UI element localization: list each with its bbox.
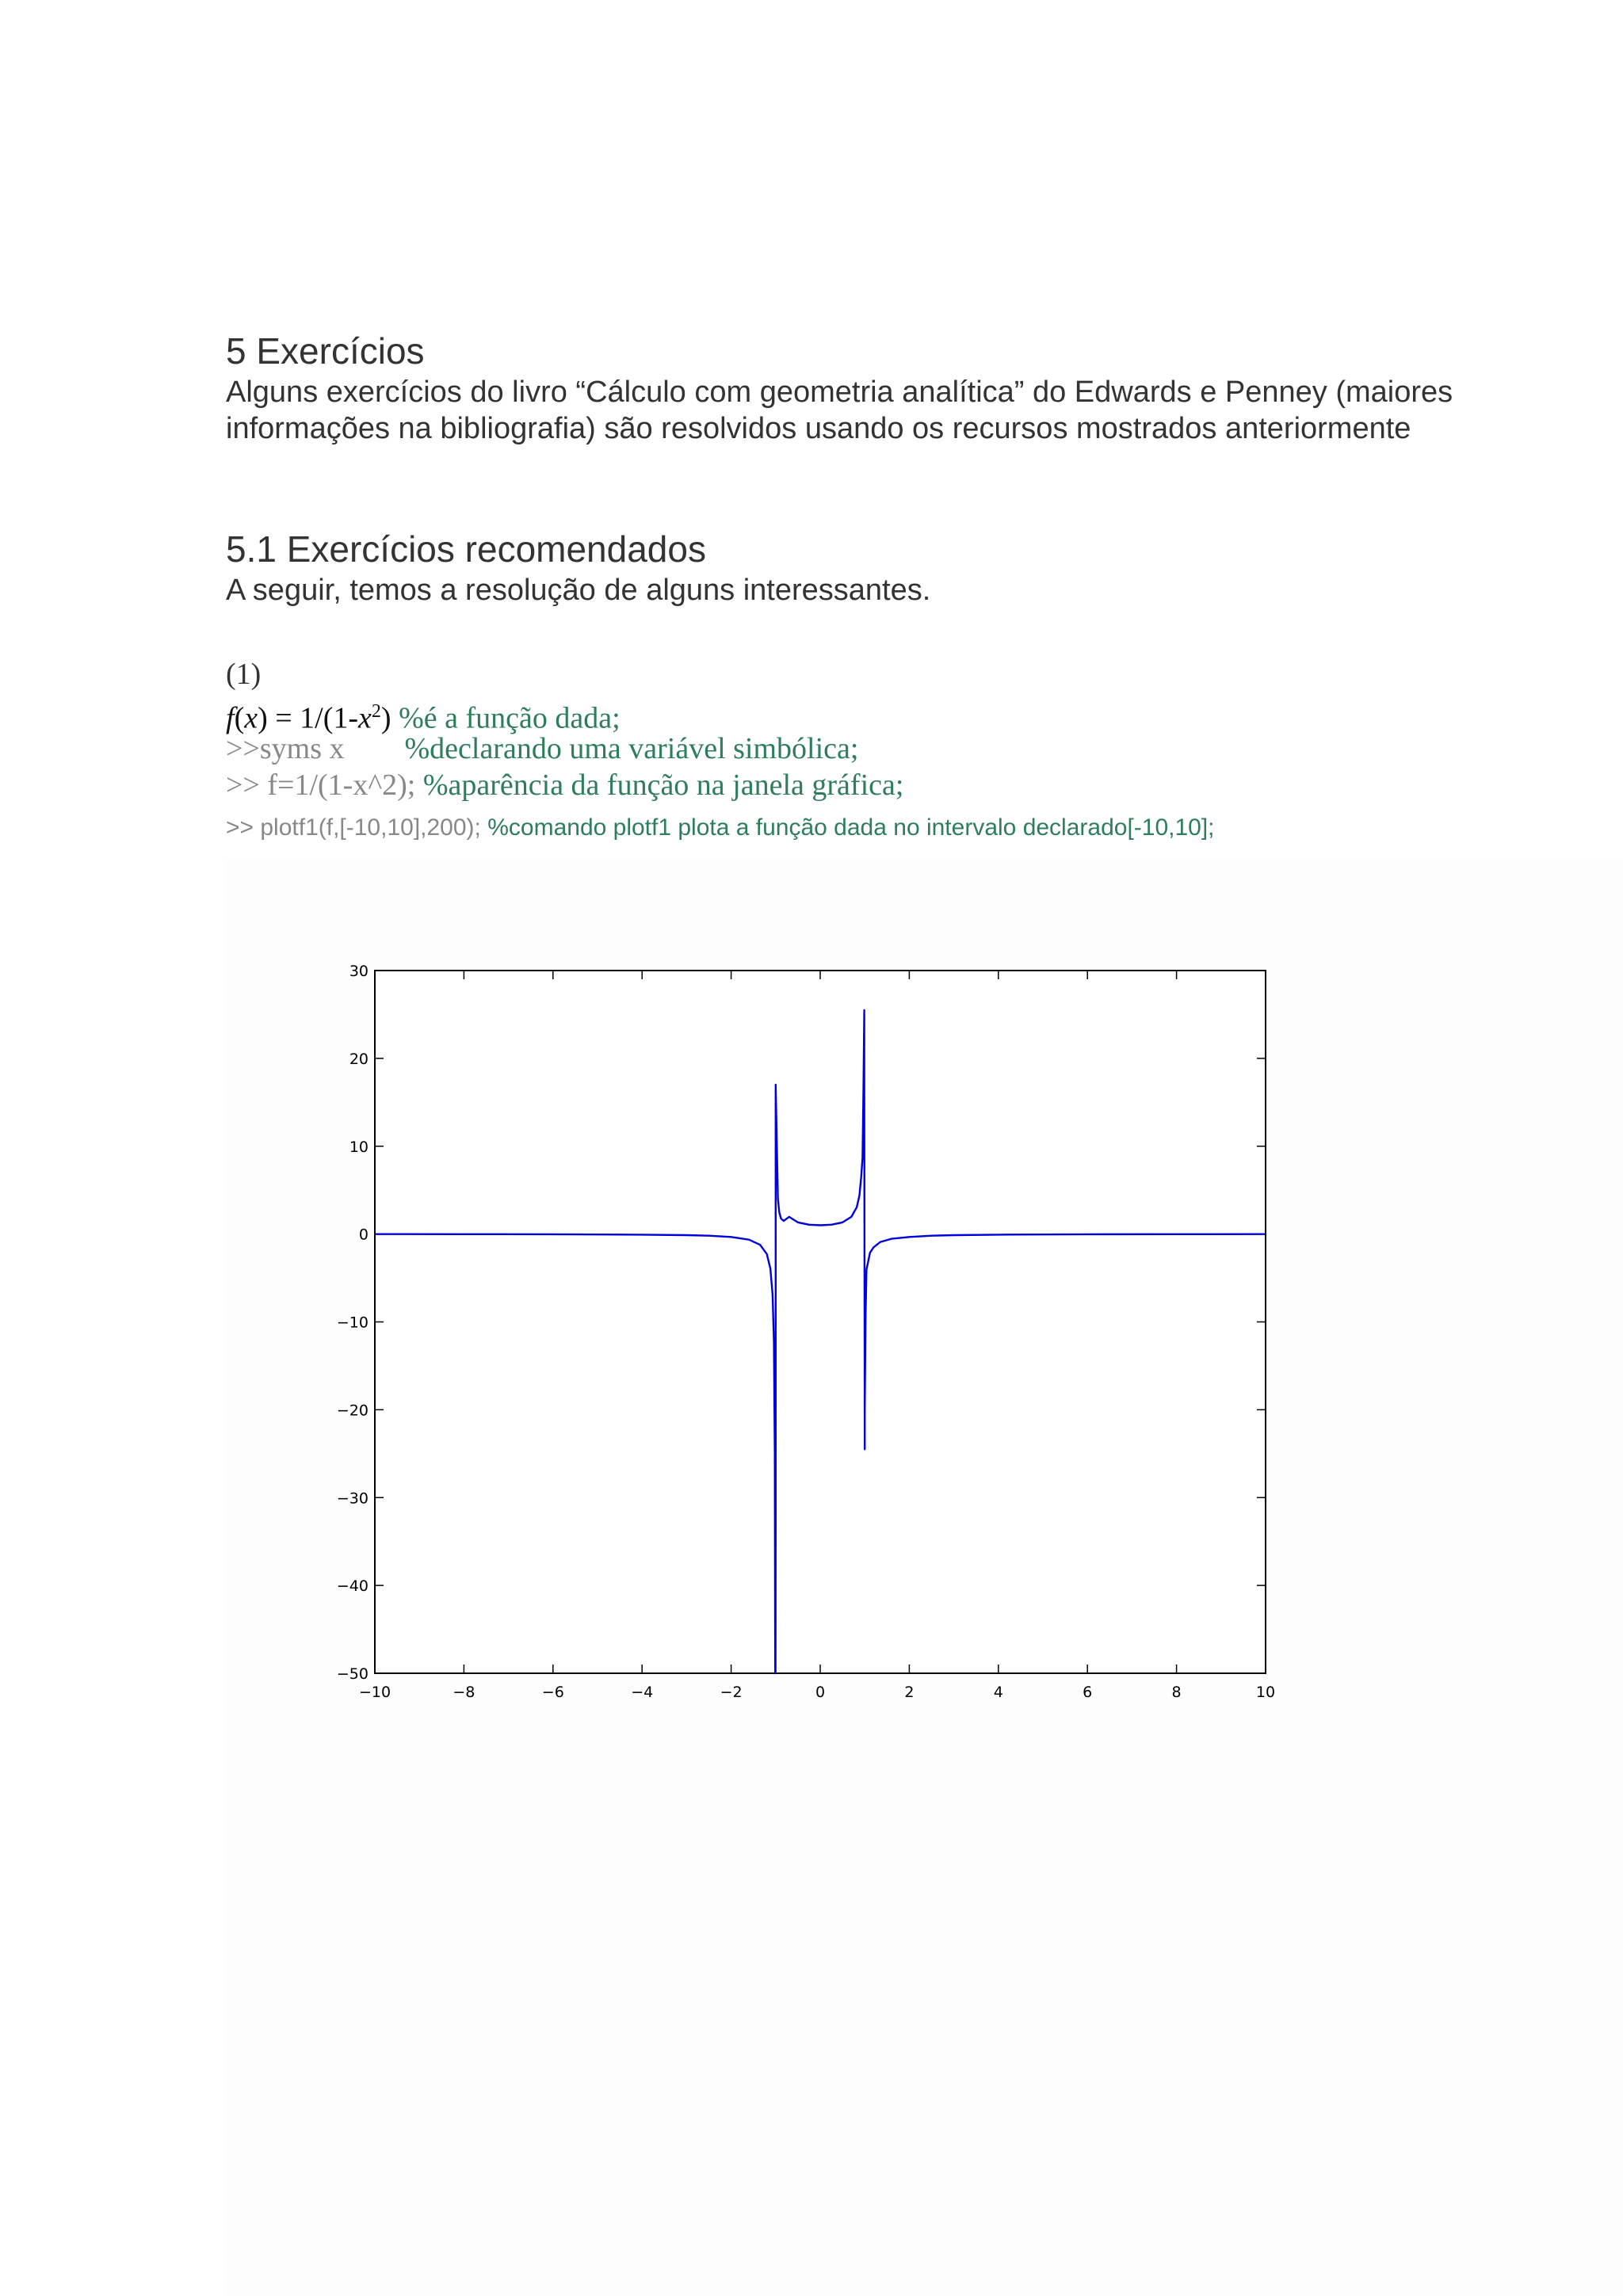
exercise-number: (1) [226, 658, 262, 691]
command-line-syms [226, 730, 858, 767]
y-tick-label: −20 [336, 1402, 369, 1420]
x-tick-label: 10 [1255, 1684, 1276, 1701]
y-tick-label: −30 [336, 1489, 369, 1508]
x-tick-label: −6 [541, 1684, 564, 1701]
x-tick-label: −2 [720, 1684, 743, 1701]
x-tick-label: 4 [993, 1684, 1003, 1701]
command-comment: %declarando uma variável simbólica; [404, 732, 859, 765]
subsection-title: 5.1 Exercícios recomendados [226, 528, 706, 570]
function-exponent: 2 [371, 701, 381, 722]
function-variable: x [244, 701, 258, 735]
plot-frame [375, 971, 1266, 1673]
y-tick-label: −10 [336, 1314, 369, 1332]
y-tick-label: 30 [349, 963, 369, 980]
x-tick-label: 0 [815, 1684, 826, 1701]
command-line-plot [226, 812, 1215, 844]
subsection-intro: A seguir, temos a resolução de alguns interessantes. [226, 574, 931, 607]
function-name: f [226, 701, 235, 735]
command-comment: %aparência da função na janela gráfica; [422, 769, 904, 802]
command-line-define [226, 767, 903, 803]
y-tick-label: 10 [349, 1138, 369, 1156]
function-variable-2: x [358, 701, 372, 735]
x-tick-label: −10 [358, 1684, 391, 1701]
command-comment: %comando plotf1 plota a função dada no intervalo declarado[-10,10]; [487, 814, 1215, 841]
y-tick-label: 20 [349, 1050, 369, 1068]
command-code: >> f=1/(1-x^2); [226, 769, 423, 802]
function-paren-open: ( [234, 701, 245, 735]
x-tick-label: 6 [1083, 1684, 1093, 1701]
command-code: >> plotf1(f,[-10,10],200); [226, 814, 488, 841]
x-tick-label: −4 [631, 1684, 654, 1701]
y-tick-label: 0 [358, 1226, 369, 1244]
function-plot [333, 955, 1316, 1715]
function-comment: %é a função dada; [399, 701, 621, 735]
y-tick-label: −40 [336, 1577, 369, 1596]
function-body: ) = 1/(1- [258, 701, 359, 735]
function-close: ) [380, 701, 391, 735]
x-tick-label: 2 [904, 1684, 915, 1701]
section-title: 5 Exercícios [226, 330, 425, 372]
x-tick-label: 8 [1171, 1684, 1182, 1701]
section-intro: Alguns exercícios do livro “Cálculo com geometria analítica” do Edwards e Penney (maiores informações na bibliografia) são resolvidos usando os recursos mostrados anteriormente [226, 376, 1453, 445]
y-tick-label: −50 [336, 1665, 369, 1683]
x-tick-label: −8 [453, 1684, 475, 1701]
command-code: >>syms x [226, 732, 405, 765]
